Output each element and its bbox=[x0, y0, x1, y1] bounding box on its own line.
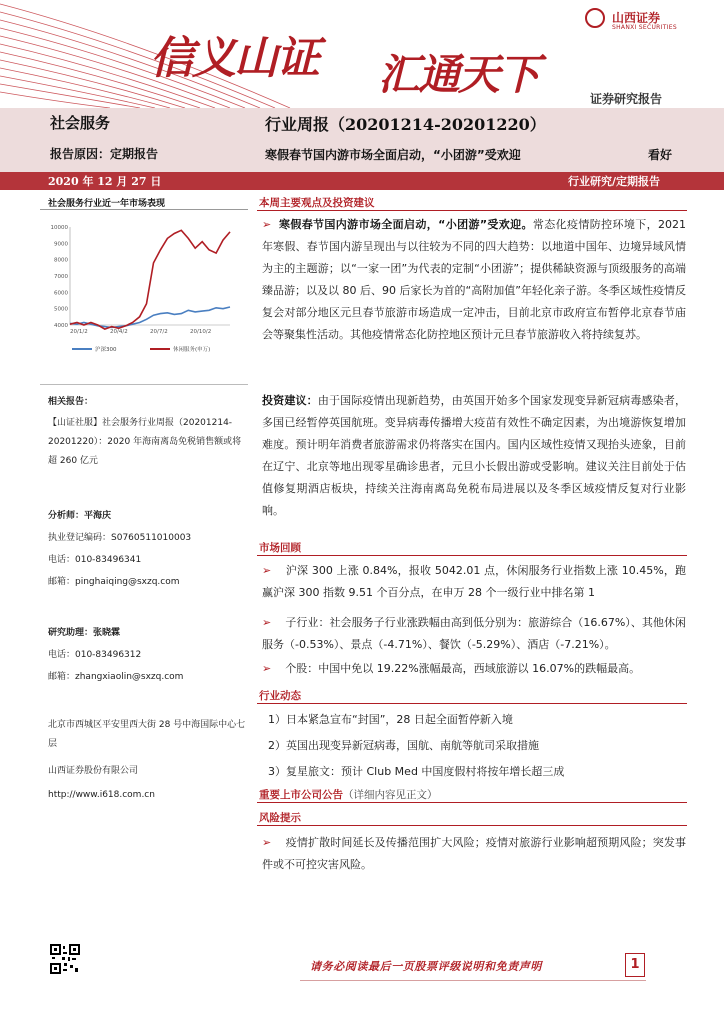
chart-title: 社会服务行业近一年市场表现 bbox=[48, 199, 166, 209]
analyst-id: 执业登记编码：S0760511010003 bbox=[48, 533, 192, 543]
y-tick-label: 7000 bbox=[54, 274, 68, 280]
y-tick-label: 5000 bbox=[54, 306, 68, 313]
report-date: 2020 年 12 月 27 日 bbox=[48, 175, 162, 188]
y-tick-label: 6000 bbox=[54, 290, 68, 297]
y-tick-label: 9000 bbox=[54, 241, 68, 248]
assistant-email[interactable]: 邮箱：zhangxiaolin@sxzq.com bbox=[48, 672, 184, 682]
x-tick-label: 20/4/2 bbox=[110, 329, 128, 335]
bullet-arrow-icon: ➢ bbox=[262, 616, 272, 629]
section-rule bbox=[257, 210, 687, 211]
view-paragraph-1: ➢ 寒假春节国内游市场全面启动，“小团游”受欢迎。常态化疫情防控环境下，2021 年寒假、春节国内游呈现出与以往较为不同的四大趋势：以地道中国年、边境异域风情为主的主题游；以“一家一团”为代表的定制“小团游”；提供稀缺资源与顶级服务的高端臻品游；以及以 80 后、90 后家长为首的“高附加值”年轻化亲子游。冬季区域性疫情反复会对部分地区元旦春节旅游市场造成一定冲击，目前北京市政府宣布暂停北京春节庙会等聚集性活动。其他疫情常态化防控地区预计元旦春节旅游收入将持续复苏。 bbox=[262, 218, 686, 341]
section-rule bbox=[257, 555, 687, 556]
brand-logo-icon bbox=[585, 8, 605, 28]
risk-bullet-1: ➢ 疫情扩散时间延长及传播范围扩大风险；疫情对旅游行业影响超预期风险；突发事件或不可控灾害风险。 bbox=[262, 836, 686, 871]
report-type: 证券研究报告 bbox=[590, 92, 663, 106]
slogan-part-1: 信义山证 bbox=[150, 33, 318, 84]
legend-label-1: 休闲服务(申万) bbox=[173, 347, 211, 353]
section-rule bbox=[257, 802, 687, 803]
divider bbox=[40, 384, 248, 385]
series-line-1 bbox=[70, 230, 230, 329]
report-subtitle: 寒假春节国内游市场全面启动，“小团游”受欢迎 bbox=[265, 148, 521, 162]
market-bullet-3: ➢ 个股：中国中免以 19.22%涨幅最高，西域旅游以 16.07%的跌幅最高。 bbox=[262, 662, 641, 675]
bullet-arrow-icon: ➢ bbox=[262, 218, 272, 231]
bullet-arrow-icon: ➢ bbox=[262, 836, 272, 849]
section-head-announcements: 重要上市公司公告（详细内容见正文） bbox=[259, 789, 438, 801]
report-title: 行业周报（20201214-20201220） bbox=[265, 115, 546, 134]
y-tick-label: 8000 bbox=[54, 257, 68, 264]
x-tick-label: 20/10/2 bbox=[190, 329, 212, 335]
bullet-arrow-icon: ➢ bbox=[262, 564, 272, 577]
news-item-2[interactable]: 2）英国出现变异新冠病毒，国航、南航等航司采取措施 bbox=[268, 739, 539, 752]
report-category: 行业研究/定期报告 bbox=[568, 175, 661, 188]
section-rule bbox=[257, 825, 687, 826]
page-number: 1 bbox=[625, 953, 645, 977]
view-paragraph-2: 投资建议：由于国际疫情出现新趋势，由英国开始多个国家发现变异新冠病毒感染者，多国已经暂停英国航班。变异病毒传播增大疫苗有效性不确定因素，为出境游恢复增加难度。预计明年消费者旅游需求仍将落实在国内。国内区域性疫情又现抬头迹象，目前在辽宁、北京等地出现零星确诊患者，元旦小长假出游或受影响。建议关注目前处于估值修复期酒店板块，持续关注海南离岛免税布局进展以及冬季区域疫情反复对行业影响。 bbox=[262, 394, 686, 517]
bullet-arrow-icon: ➢ bbox=[262, 662, 272, 675]
brand-name: 山西证券 bbox=[612, 11, 661, 25]
market-performance-chart bbox=[40, 213, 248, 363]
legend-label-0: 沪深300 bbox=[95, 347, 117, 353]
section-rule bbox=[257, 703, 687, 704]
x-tick-label: 20/1/2 bbox=[70, 329, 88, 335]
section-head-news: 行业动态 bbox=[259, 690, 301, 702]
company-website[interactable]: http://www.i618.com.cn bbox=[48, 790, 155, 800]
company-address: 北京市西城区平安里西大街 28 号中海国际中心七层 bbox=[48, 720, 246, 749]
section-head-views: 本周主要观点及投资建议 bbox=[259, 197, 375, 209]
footer-rule bbox=[300, 980, 646, 981]
section-head-market: 市场回顾 bbox=[259, 542, 301, 554]
news-item-1[interactable]: 1）日本紧急宣布“封国”，28 日起全面暂停新入境 bbox=[268, 713, 513, 726]
divider bbox=[40, 209, 248, 210]
y-tick-label: 4000 bbox=[54, 323, 68, 329]
assistant-tel: 电话：010-83496312 bbox=[48, 650, 142, 660]
sector-name: 社会服务 bbox=[50, 114, 111, 132]
company-name: 山西证券股份有限公司 bbox=[48, 766, 139, 776]
rating: 看好 bbox=[648, 148, 673, 162]
market-bullet-2: ➢ 子行业：社会服务子行业涨跌幅由高到低分别为：旅游综合（16.67%）、其他休闲服务（-0.53%）、景点（-4.71%）、餐饮（-5.29%）、酒店（-7.21%）。 bbox=[262, 616, 686, 651]
market-bullet-1: ➢ 沪深 300 上涨 0.84%，报收 5042.01 点，休闲服务行业指数上涨 10.45%，跑赢沪深 300 指数 9.51 个百分点，在申万 28 个一级行业中排名第 1 bbox=[262, 564, 686, 599]
analyst-name: 分析师：平海庆 bbox=[48, 511, 112, 521]
news-item-3[interactable]: 3）复星旅文：预计 Club Med 中国度假村将按年增长超三成 bbox=[268, 765, 565, 778]
analyst-tel: 电话：010-83496341 bbox=[48, 555, 142, 565]
brand-name-en: SHANXI SECURITIES bbox=[612, 24, 677, 31]
x-tick-label: 20/7/2 bbox=[150, 329, 168, 335]
assistant-name: 研究助理：张晓霖 bbox=[48, 628, 121, 638]
section-head-risk: 风险提示 bbox=[259, 812, 301, 824]
report-reason: 报告原因：定期报告 bbox=[50, 147, 159, 161]
slogan-part-2: 汇通天下 bbox=[378, 50, 539, 99]
related-label: 相关报告： bbox=[48, 397, 94, 407]
related-report-link[interactable]: 【山证社服】社会服务行业周报（20201214-20201220）：2020 年海南离岛免税销售额或将超 260 亿元 bbox=[48, 418, 242, 466]
y-tick-label: 10000 bbox=[50, 225, 68, 231]
disclaimer-note: 请务必阅读最后一页股票评级说明和免责声明 bbox=[310, 960, 542, 973]
analyst-email[interactable]: 邮箱：pinghaiqing@sxzq.com bbox=[48, 577, 180, 587]
qr-code-icon bbox=[50, 944, 80, 974]
